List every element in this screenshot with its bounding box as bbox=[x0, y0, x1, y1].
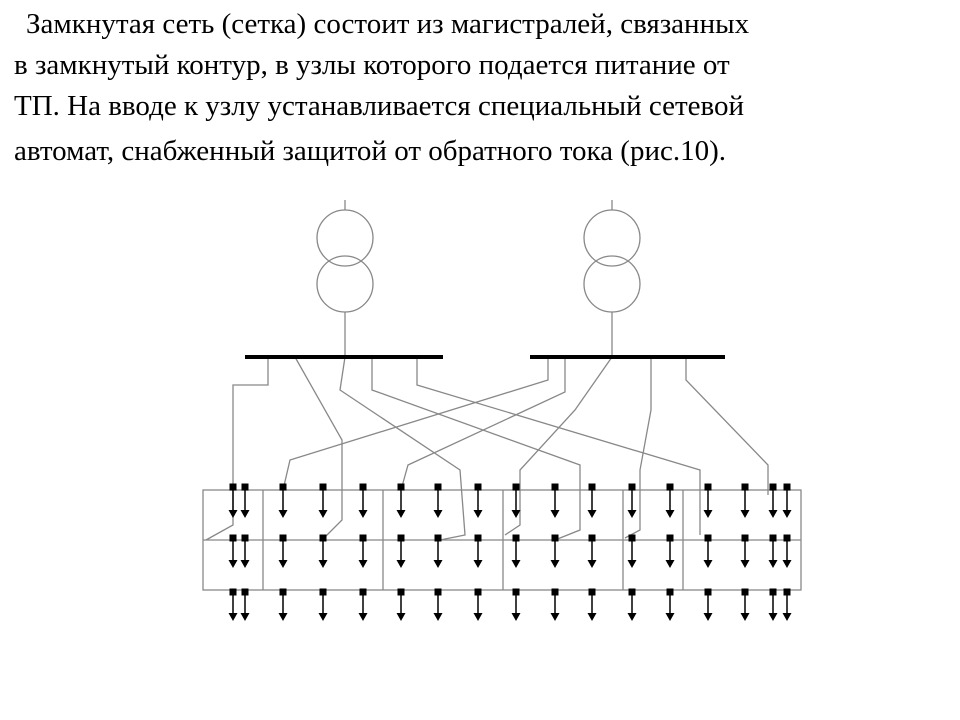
feeder-6 bbox=[283, 357, 548, 490]
terminal-node-r2-c13 bbox=[667, 535, 674, 542]
terminal-node-r3-c13 bbox=[667, 589, 674, 596]
terminal-node-r2-c10 bbox=[552, 535, 559, 542]
text-line-2: в замкнутый контур, в узлы которого подается питание от bbox=[14, 49, 730, 81]
terminal-node-r1-c2 bbox=[242, 484, 249, 491]
terminal-node-r1-c9 bbox=[513, 484, 520, 491]
terminal-node-r1-c6 bbox=[398, 484, 405, 491]
transformer-1-primary-winding bbox=[317, 210, 373, 266]
load-arrow-r3-c14 bbox=[704, 613, 713, 621]
terminal-node-r3-c16 bbox=[770, 589, 777, 596]
terminal-node-r2-c15 bbox=[742, 535, 749, 542]
load-arrow-r3-c12 bbox=[628, 613, 637, 621]
text-line-3: ТП. На вводе к узлу устанавливается специальный сетевой bbox=[14, 90, 745, 122]
terminal-node-r1-c1 bbox=[230, 484, 237, 491]
feeder-10 bbox=[686, 357, 768, 495]
terminal-node-r2-c17 bbox=[784, 535, 791, 542]
terminal-node-r2-c5 bbox=[360, 535, 367, 542]
terminal-node-r1-c8 bbox=[475, 484, 482, 491]
terminal-node-r2-c3 bbox=[280, 535, 287, 542]
terminal-node-r1-c13 bbox=[667, 484, 674, 491]
load-arrow-r2-c9 bbox=[512, 560, 521, 568]
load-arrow-r3-c7 bbox=[434, 613, 443, 621]
load-arrow-r1-c16 bbox=[769, 510, 778, 518]
load-arrow-r3-c4 bbox=[319, 613, 328, 621]
terminal-node-r2-c11 bbox=[589, 535, 596, 542]
load-arrow-r1-c11 bbox=[588, 510, 597, 518]
terminal-node-r1-c12 bbox=[629, 484, 636, 491]
load-arrow-r1-c4 bbox=[319, 510, 328, 518]
load-arrow-r3-c6 bbox=[397, 613, 406, 621]
feeder-1 bbox=[206, 357, 268, 540]
load-arrow-r2-c12 bbox=[628, 560, 637, 568]
transformer-1-secondary-winding bbox=[317, 256, 373, 312]
load-arrow-r2-c17 bbox=[783, 560, 792, 568]
load-arrow-r2-c1 bbox=[229, 560, 238, 568]
load-arrow-r1-c9 bbox=[512, 510, 521, 518]
load-arrow-r2-c2 bbox=[241, 560, 250, 568]
load-arrow-r3-c5 bbox=[359, 613, 368, 621]
terminal-node-r2-c6 bbox=[398, 535, 405, 542]
load-arrow-r2-c15 bbox=[741, 560, 750, 568]
terminal-node-r2-c16 bbox=[770, 535, 777, 542]
load-arrow-r1-c14 bbox=[704, 510, 713, 518]
load-arrow-r2-c7 bbox=[434, 560, 443, 568]
terminal-node-r3-c3 bbox=[280, 589, 287, 596]
load-arrow-r1-c8 bbox=[474, 510, 483, 518]
terminal-node-r3-c7 bbox=[435, 589, 442, 596]
terminal-node-r2-c14 bbox=[705, 535, 712, 542]
load-arrow-r3-c13 bbox=[666, 613, 675, 621]
load-arrow-r1-c5 bbox=[359, 510, 368, 518]
terminal-node-r1-c3 bbox=[280, 484, 287, 491]
load-arrow-r3-c9 bbox=[512, 613, 521, 621]
load-arrow-r2-c13 bbox=[666, 560, 675, 568]
load-arrow-r3-c1 bbox=[229, 613, 238, 621]
terminal-node-r3-c17 bbox=[784, 589, 791, 596]
load-arrow-r3-c8 bbox=[474, 613, 483, 621]
load-arrow-r2-c5 bbox=[359, 560, 368, 568]
load-arrow-r2-c11 bbox=[588, 560, 597, 568]
text-line-4: автомат, снабженный защитой от обратного тока (рис.10). bbox=[14, 135, 727, 167]
load-terminals bbox=[229, 484, 792, 622]
load-arrow-r2-c3 bbox=[279, 560, 288, 568]
load-arrow-r1-c10 bbox=[551, 510, 560, 518]
load-arrow-r3-c15 bbox=[741, 613, 750, 621]
load-arrow-r1-c2 bbox=[241, 510, 250, 518]
terminal-node-r3-c15 bbox=[742, 589, 749, 596]
terminal-node-r3-c4 bbox=[320, 589, 327, 596]
load-arrow-r3-c3 bbox=[279, 613, 288, 621]
load-arrow-r1-c13 bbox=[666, 510, 675, 518]
load-arrow-r2-c8 bbox=[474, 560, 483, 568]
terminal-node-r2-c12 bbox=[629, 535, 636, 542]
load-arrow-r1-c3 bbox=[279, 510, 288, 518]
load-arrow-r2-c6 bbox=[397, 560, 406, 568]
feeder-8 bbox=[505, 357, 612, 535]
load-arrow-r3-c16 bbox=[769, 613, 778, 621]
load-arrow-r1-c1 bbox=[229, 510, 238, 518]
terminal-node-r2-c4 bbox=[320, 535, 327, 542]
load-arrow-r1-c6 bbox=[397, 510, 406, 518]
terminal-node-r2-c9 bbox=[513, 535, 520, 542]
load-arrow-r3-c17 bbox=[783, 613, 792, 621]
terminal-node-r3-c1 bbox=[230, 589, 237, 596]
terminal-node-r3-c10 bbox=[552, 589, 559, 596]
terminal-node-r1-c5 bbox=[360, 484, 367, 491]
load-arrow-r1-c17 bbox=[783, 510, 792, 518]
feeder-7 bbox=[401, 357, 565, 490]
terminal-node-r3-c9 bbox=[513, 589, 520, 596]
terminal-node-r1-c15 bbox=[742, 484, 749, 491]
terminal-node-r1-c10 bbox=[552, 484, 559, 491]
terminal-node-r2-c2 bbox=[242, 535, 249, 542]
terminal-node-r3-c8 bbox=[475, 589, 482, 596]
transformer-2-primary-winding bbox=[584, 210, 640, 266]
terminal-node-r1-c7 bbox=[435, 484, 442, 491]
terminal-node-r2-c8 bbox=[475, 535, 482, 542]
terminal-node-r3-c2 bbox=[242, 589, 249, 596]
feeder-2 bbox=[295, 357, 342, 540]
load-arrow-r2-c16 bbox=[769, 560, 778, 568]
terminal-node-r3-c11 bbox=[589, 589, 596, 596]
load-arrow-r2-c10 bbox=[551, 560, 560, 568]
load-arrow-r3-c10 bbox=[551, 613, 560, 621]
load-arrow-r1-c15 bbox=[741, 510, 750, 518]
terminal-node-r3-c12 bbox=[629, 589, 636, 596]
load-arrow-r3-c2 bbox=[241, 613, 250, 621]
terminal-node-r1-c11 bbox=[589, 484, 596, 491]
terminal-node-r3-c6 bbox=[398, 589, 405, 596]
transformer-2-secondary-winding bbox=[584, 256, 640, 312]
terminal-node-r1-c4 bbox=[320, 484, 327, 491]
terminal-node-r1-c16 bbox=[770, 484, 777, 491]
terminal-node-r1-c14 bbox=[705, 484, 712, 491]
terminal-node-r3-c14 bbox=[705, 589, 712, 596]
terminal-node-r3-c5 bbox=[360, 589, 367, 596]
load-arrow-r2-c14 bbox=[704, 560, 713, 568]
text-line-1: Замкнутая сеть (сетка) состоит из магистралей, связанных bbox=[26, 8, 750, 40]
load-arrow-r1-c7 bbox=[434, 510, 443, 518]
load-arrow-r3-c11 bbox=[588, 613, 597, 621]
load-arrow-r1-c12 bbox=[628, 510, 637, 518]
terminal-node-r2-c1 bbox=[230, 535, 237, 542]
terminal-node-r1-c17 bbox=[784, 484, 791, 491]
terminal-node-r2-c7 bbox=[435, 535, 442, 542]
feeder-5 bbox=[417, 357, 700, 535]
load-arrow-r2-c4 bbox=[319, 560, 328, 568]
